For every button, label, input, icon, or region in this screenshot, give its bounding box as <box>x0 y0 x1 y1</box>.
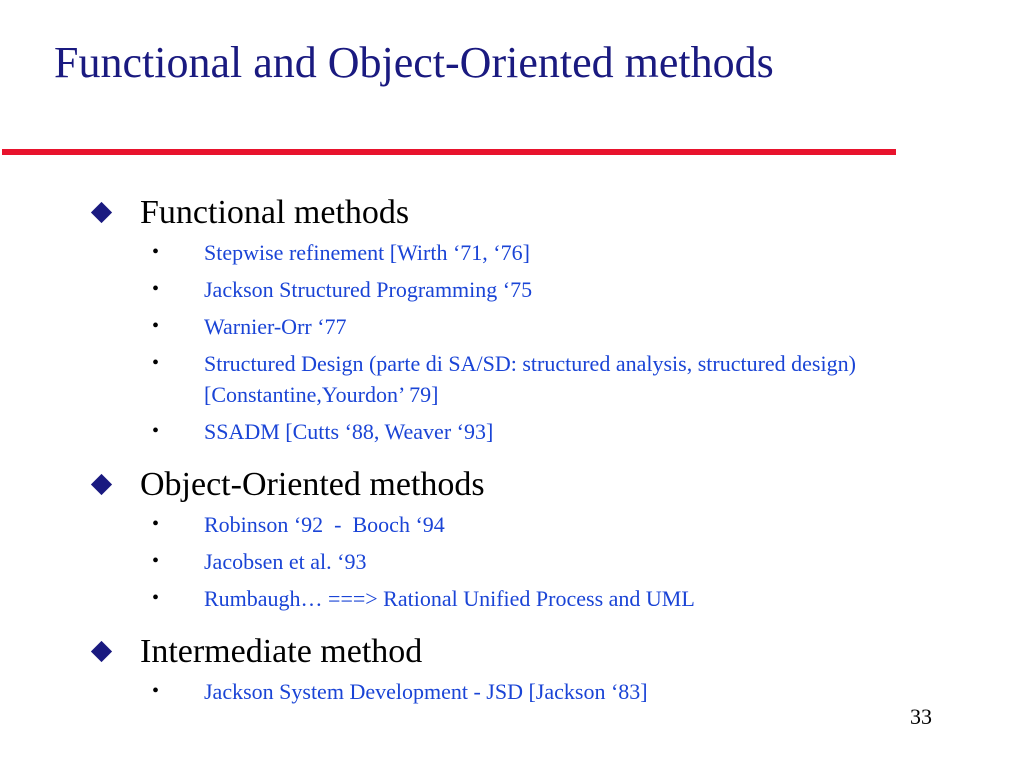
list-item-text: Jackson Structured Programming ‘75 <box>204 277 533 302</box>
diamond-bullet-icon <box>91 641 112 662</box>
section-object-oriented-methods <box>88 465 918 614</box>
list-item-text: Jacobsen et al. ‘93 <box>204 549 367 574</box>
section-functional-methods <box>88 193 918 447</box>
list-item-text: Jackson System Development - JSD [Jackson ‘83] <box>204 679 648 704</box>
dot-bullet-icon: • <box>152 680 160 702</box>
list-item-text: Rumbaugh… ===> Rational Unified Process and UML <box>204 586 695 611</box>
section-intermediate-method <box>88 632 918 707</box>
section-heading <box>88 632 918 672</box>
list-item <box>88 348 918 410</box>
page-number: 33 <box>910 704 932 729</box>
list-item <box>88 583 918 614</box>
list-item <box>88 274 918 305</box>
diamond-bullet-icon <box>91 474 112 495</box>
list-item <box>88 546 918 577</box>
list-item <box>88 509 918 540</box>
section-label: Object-Oriented methods <box>140 466 485 503</box>
list-item-text: Structured Design (parte di SA/SD: structured analysis, structured design) [Constantine,Yourdon’ 79] <box>204 351 856 407</box>
sub-bullet-list <box>88 676 918 707</box>
list-item <box>88 416 918 447</box>
dot-bullet-icon: • <box>152 352 160 374</box>
section-label: Intermediate method <box>140 633 423 670</box>
sub-bullet-list <box>88 237 918 447</box>
section-heading <box>88 193 918 233</box>
list-item <box>88 237 918 268</box>
slide-title: Functional and Object-Oriented methods <box>54 38 774 87</box>
list-item-text: SSADM [Cutts ‘88, Weaver ‘93] <box>204 419 494 444</box>
list-item-text: Warnier-Orr ‘77 <box>204 314 347 339</box>
dot-bullet-icon: • <box>152 278 160 300</box>
section-label: Functional methods <box>140 194 410 231</box>
list-item <box>88 311 918 342</box>
section-heading <box>88 465 918 505</box>
dot-bullet-icon: • <box>152 513 160 535</box>
list-item-text: Robinson ‘92 - Booch ‘94 <box>204 512 445 537</box>
list-item <box>88 676 918 707</box>
dot-bullet-icon: • <box>152 587 160 609</box>
dot-bullet-icon: • <box>152 241 160 263</box>
sub-bullet-list <box>88 509 918 614</box>
dot-bullet-icon: • <box>152 420 160 442</box>
list-item-text: Stepwise refinement [Wirth ‘71, ‘76] <box>204 240 530 265</box>
diamond-bullet-icon <box>91 202 112 223</box>
dot-bullet-icon: • <box>152 550 160 572</box>
dot-bullet-icon: • <box>152 315 160 337</box>
